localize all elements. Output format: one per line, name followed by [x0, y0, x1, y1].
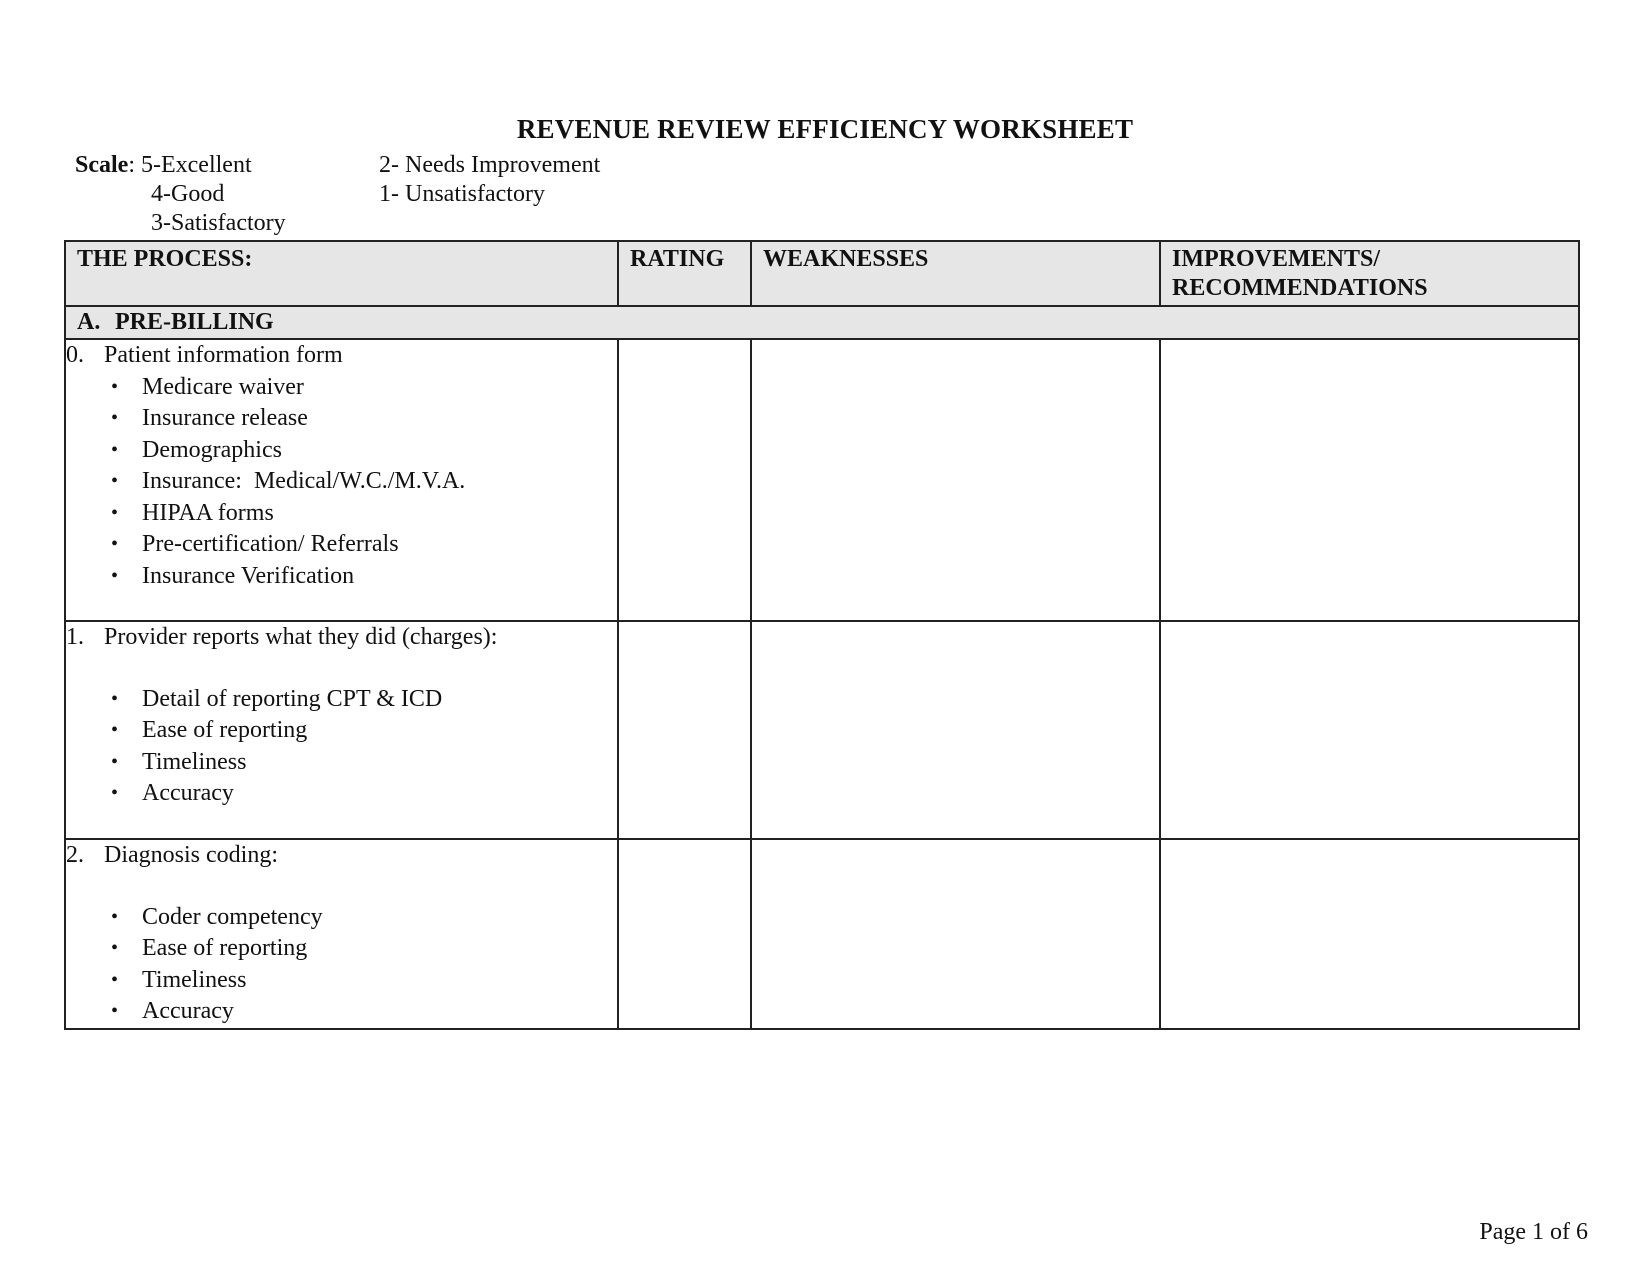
weaknesses-cell[interactable] — [751, 339, 1160, 621]
page-number: Page 1 of 6 — [1479, 1219, 1588, 1245]
list-item-text: Insurance Verification — [142, 562, 355, 589]
header-improvements — [1160, 241, 1579, 306]
bullet-icon: • — [111, 1000, 119, 1022]
list-item-text: Insurance release — [142, 405, 308, 431]
table-header-row — [65, 241, 1579, 306]
spacer — [66, 872, 617, 902]
item-title-text: Diagnosis coding: — [104, 842, 278, 868]
item-number: 0. — [66, 342, 84, 368]
item-number: 2. — [66, 842, 84, 868]
header-improvements-line2: RECOMMENDATIONS — [1172, 275, 1428, 301]
bullet-icon: • — [111, 501, 119, 524]
rating-cell[interactable] — [618, 621, 751, 839]
list-item — [66, 498, 617, 530]
table-row — [65, 339, 1579, 621]
item-number: 1. — [66, 624, 84, 650]
list-item-text: Medicare waiver — [142, 373, 304, 400]
list-item-text: Pre-certification/ Referrals — [142, 531, 399, 557]
rating-cell[interactable] — [618, 339, 751, 621]
list-item — [66, 715, 617, 747]
list-item-text: Demographics — [142, 436, 282, 463]
section-letter: A. — [77, 309, 101, 335]
item-title-text: Provider reports what they did (charges): — [104, 624, 498, 650]
scale-excellent-text: 5-Excellent — [141, 152, 252, 178]
header-process: THE PROCESS: — [65, 241, 618, 306]
list-item-text: Timeliness — [142, 966, 247, 993]
list-item — [66, 561, 617, 593]
list-item — [66, 933, 617, 965]
list-item-text: Ease of reporting — [142, 935, 308, 961]
bullet-icon: • — [111, 375, 119, 398]
weaknesses-cell[interactable] — [751, 839, 1160, 1029]
list-item-text: Detail of reporting CPT & ICD — [142, 685, 443, 712]
item-title — [66, 840, 617, 872]
list-item-text: HIPAA forms — [142, 499, 274, 526]
list-item — [66, 996, 617, 1028]
list-item-text: Timeliness — [142, 748, 247, 775]
bullet-icon: • — [111, 719, 119, 741]
list-item-text: Accuracy — [142, 998, 234, 1024]
item-title — [66, 340, 617, 372]
header-weaknesses: WEAKNESSES — [751, 241, 1160, 306]
bullet-icon: • — [111, 968, 119, 991]
list-item-text: Coder competency — [142, 903, 323, 930]
header-rating: RATING — [618, 241, 751, 306]
list-item — [66, 747, 617, 779]
list-item-text: Insurance: Medical/W.C./M.V.A. — [142, 468, 466, 494]
bullet-icon: • — [111, 782, 119, 804]
bullet-icon: • — [111, 470, 119, 492]
spacer — [66, 654, 617, 684]
improvements-cell[interactable] — [1160, 839, 1579, 1029]
bullet-icon: • — [111, 905, 119, 928]
list-item — [66, 778, 617, 810]
bullet-icon: • — [111, 937, 119, 959]
rating-cell[interactable] — [618, 839, 751, 1029]
scale-needs-improvement: 2- Needs Improvement — [379, 152, 601, 178]
improvements-cell[interactable] — [1160, 339, 1579, 621]
table-row — [65, 839, 1579, 1029]
scale-excellent: Scale: 5-Excellent — [75, 152, 252, 178]
item-title — [66, 622, 617, 654]
scale-label: Scale — [75, 152, 129, 178]
bullet-icon: • — [111, 687, 119, 710]
list-item — [66, 372, 617, 404]
bullet-list — [66, 902, 617, 1028]
list-item — [66, 435, 617, 467]
list-item — [66, 466, 617, 498]
list-item-text: Accuracy — [142, 780, 234, 806]
item-title-text: Patient information form — [104, 342, 343, 368]
bullet-icon: • — [111, 407, 119, 429]
list-item — [66, 684, 617, 716]
bullet-icon: • — [111, 750, 119, 773]
bullet-list — [66, 372, 617, 593]
worksheet-table — [64, 240, 1580, 1030]
bullet-icon: • — [111, 564, 119, 587]
table-row — [65, 621, 1579, 839]
scale-unsatisfactory: 1- Unsatisfactory — [379, 181, 545, 207]
section-pre-billing — [65, 306, 1579, 339]
scale-satisfactory: 3-Satisfactory — [151, 210, 286, 236]
weaknesses-cell[interactable] — [751, 621, 1160, 839]
process-cell — [65, 621, 618, 839]
bullet-icon: • — [111, 438, 119, 461]
process-cell — [65, 339, 618, 621]
section-row — [65, 306, 1579, 339]
list-item — [66, 965, 617, 997]
improvements-cell[interactable] — [1160, 621, 1579, 839]
section-label: PRE-BILLING — [115, 309, 274, 335]
process-cell — [65, 839, 618, 1029]
page-title: REVENUE REVIEW EFFICIENCY WORKSHEET — [516, 114, 1134, 144]
bullet-list — [66, 684, 617, 810]
bullet-icon: • — [111, 533, 119, 555]
list-item — [66, 403, 617, 435]
list-item — [66, 529, 617, 561]
scale-good: 4-Good — [151, 181, 225, 207]
list-item — [66, 902, 617, 934]
header-improvements-line1: IMPROVEMENTS/ — [1172, 246, 1381, 272]
list-item-text: Ease of reporting — [142, 717, 308, 743]
